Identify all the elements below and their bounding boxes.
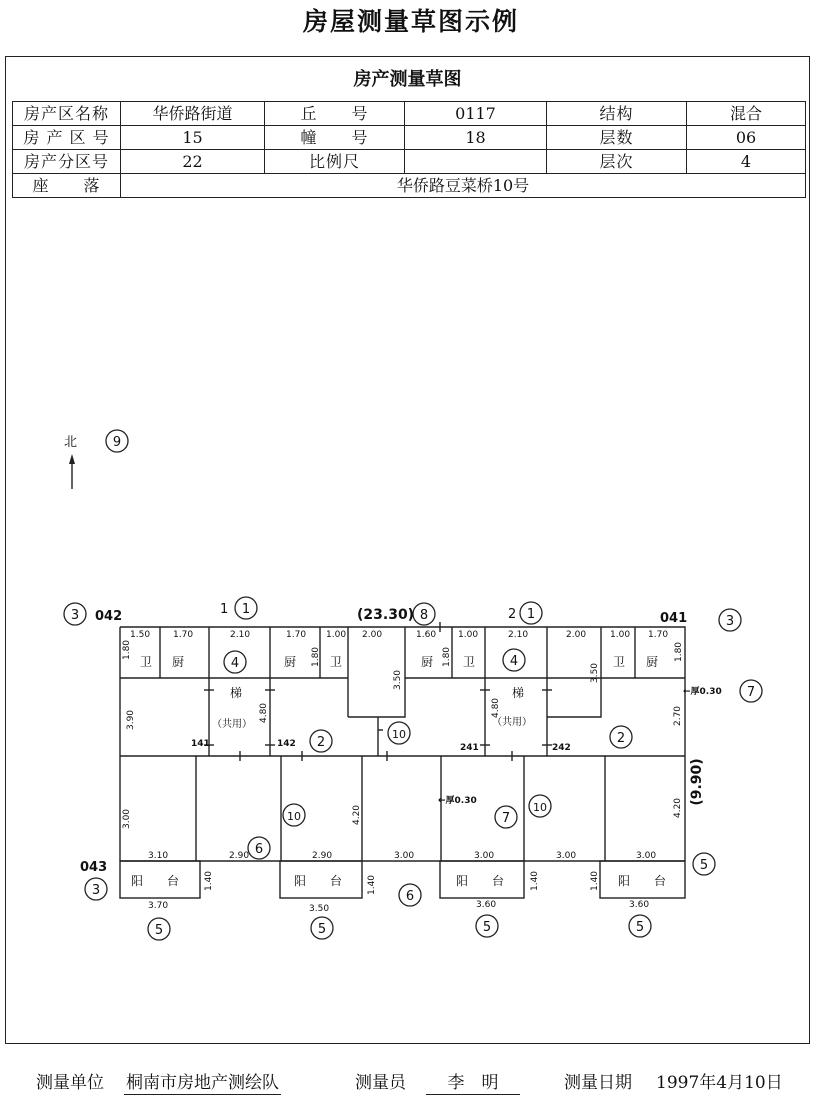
circle-1: 1 (241, 602, 251, 617)
circle-9: 9 (112, 435, 122, 450)
surveyor-value: 李 明 (426, 1068, 520, 1095)
location-label: 座 落 (13, 174, 121, 198)
circle-6: 6 (254, 842, 264, 857)
dim: 3.10 (148, 851, 169, 861)
circle-10: 10 (287, 810, 301, 823)
dim: 3.50 (393, 669, 403, 691)
circle-5: 5 (635, 920, 645, 935)
room-kitchen: 厨 (646, 655, 659, 669)
dim: 2.90 (312, 851, 333, 861)
dim: 4.20 (352, 804, 362, 826)
district-name-label: 房产区名称 (13, 102, 121, 126)
balcony-label: 阳 台 (294, 874, 343, 888)
total-width: (23.30) (357, 607, 415, 623)
dim: 4.80 (259, 702, 269, 724)
building-no-value: 18 (405, 126, 547, 150)
dim: 1.50 (130, 630, 151, 640)
district-name-value: 华侨路街道 (121, 102, 265, 126)
circle-2: 2 (616, 731, 626, 746)
dim: 1.40 (590, 870, 600, 892)
dim: 4.20 (673, 797, 683, 819)
total-depth: (9.90) (689, 758, 705, 806)
circle-5: 5 (699, 858, 709, 873)
unit-2-label: 2 (508, 607, 517, 622)
circle-1: 1 (526, 607, 536, 622)
balcony-label: 阳 台 (456, 874, 505, 888)
dim: 1.80 (122, 639, 132, 661)
room-bath: 卫 (463, 655, 476, 669)
circle-7: 7 (746, 685, 756, 700)
location-value: 华侨路豆菜桥10号 (121, 174, 806, 198)
circle-4: 4 (509, 654, 519, 669)
balcony-label: 阳 台 (618, 874, 667, 888)
circle-7: 7 (501, 811, 511, 826)
circle-5: 5 (482, 920, 492, 935)
circle-3: 3 (70, 608, 80, 623)
dim: 1.40 (367, 874, 377, 896)
dim: 1.80 (311, 646, 321, 668)
dim: 2.10 (508, 630, 529, 640)
dim: 1.70 (173, 630, 194, 640)
structure-label: 结构 (547, 102, 687, 126)
stairs-shared: （共用） (212, 719, 252, 730)
floor-level-value: 4 (687, 150, 806, 174)
dim: 2.00 (566, 630, 587, 640)
dim: 3.50 (309, 904, 330, 914)
point-242: 242 (552, 743, 571, 753)
floors-value: 06 (687, 126, 806, 150)
stairs-shared: （共用） (492, 717, 532, 728)
point-141: 141 (191, 739, 210, 749)
unit-1-label: 1 (220, 602, 229, 617)
point-241: 241 (460, 743, 479, 753)
wall-thickness-note: ←厚0.30 (683, 687, 722, 697)
circle-2: 2 (316, 735, 326, 750)
parcel-no-label: 丘 号 (265, 102, 405, 126)
dim: 1.60 (416, 630, 437, 640)
dim: 3.00 (556, 851, 577, 861)
room-kitchen: 厨 (421, 655, 434, 669)
wall-step-left (120, 756, 196, 861)
dim: 1.40 (204, 870, 214, 892)
page-title: 房屋测量草图示例 (302, 7, 519, 36)
district-no-label: 房 产 区 号 (13, 126, 121, 150)
dim: 1.80 (674, 641, 684, 663)
subdistrict-no-label: 房产分区号 (13, 150, 121, 174)
dim: 3.50 (590, 662, 600, 684)
dim: 1.00 (326, 630, 347, 640)
room-stairs: 梯 (230, 686, 243, 700)
room-kitchen: 厨 (284, 655, 297, 669)
circle-4: 4 (230, 656, 240, 671)
wall-thickness-note: ←厚0.30 (438, 796, 477, 806)
dim: 1.70 (286, 630, 307, 640)
dim: 3.70 (148, 901, 169, 911)
circle-3: 3 (91, 883, 101, 898)
dim: 3.60 (629, 900, 650, 910)
dim: 2.70 (673, 705, 683, 727)
dim: 4.80 (491, 697, 501, 719)
room-bath: 卫 (613, 655, 626, 669)
room-bath: 卫 (330, 655, 343, 669)
dim: 1.80 (442, 646, 452, 668)
dim: 1.00 (610, 630, 631, 640)
dim: 1.00 (458, 630, 479, 640)
building-no-label: 幢 号 (265, 126, 405, 150)
circle-5: 5 (154, 923, 164, 938)
form-header: 房产测量草图 (353, 69, 462, 90)
room-bath: 卫 (140, 655, 153, 669)
point-042: 042 (95, 609, 123, 624)
circle-10: 10 (392, 728, 406, 741)
scale-label: 比例尺 (265, 150, 405, 174)
room-kitchen: 厨 (172, 655, 185, 669)
dim: 1.40 (530, 870, 540, 892)
north-label: 北 (64, 435, 78, 450)
circle-10: 10 (533, 801, 547, 814)
room-stairs: 梯 (512, 686, 525, 700)
dim: 3.90 (126, 709, 136, 731)
dim: 3.00 (122, 808, 132, 830)
point-142: 142 (277, 739, 296, 749)
circle-6: 6 (405, 889, 415, 904)
dim: 2.00 (362, 630, 383, 640)
date-value: 1997年4月10日 (656, 1073, 783, 1093)
dim: 3.00 (636, 851, 657, 861)
balcony-label: 阳 台 (131, 874, 180, 888)
floor-level-label: 层次 (547, 150, 687, 174)
dim: 3.00 (394, 851, 415, 861)
point-041: 041 (660, 611, 688, 626)
unit-value: 桐南市房地产测绘队 (124, 1068, 281, 1095)
circle-5: 5 (317, 922, 327, 937)
parcel-no-value: 0117 (405, 102, 547, 126)
dim: 2.90 (229, 851, 250, 861)
point-043: 043 (80, 860, 108, 875)
dim: 2.10 (230, 630, 251, 640)
circle-3: 3 (725, 614, 735, 629)
dim: 1.70 (648, 630, 669, 640)
dim: 3.60 (476, 900, 497, 910)
unit-label: 测量单位 (36, 1073, 104, 1093)
circle-8: 8 (419, 608, 429, 623)
district-no-value: 15 (121, 126, 265, 150)
surveyor-label: 测量员 (355, 1073, 406, 1093)
structure-value: 混合 (687, 102, 806, 126)
dim: 3.00 (474, 851, 495, 861)
subdistrict-no-value: 22 (121, 150, 265, 174)
floors-label: 层数 (547, 126, 687, 150)
date-label: 测量日期 (564, 1073, 632, 1093)
